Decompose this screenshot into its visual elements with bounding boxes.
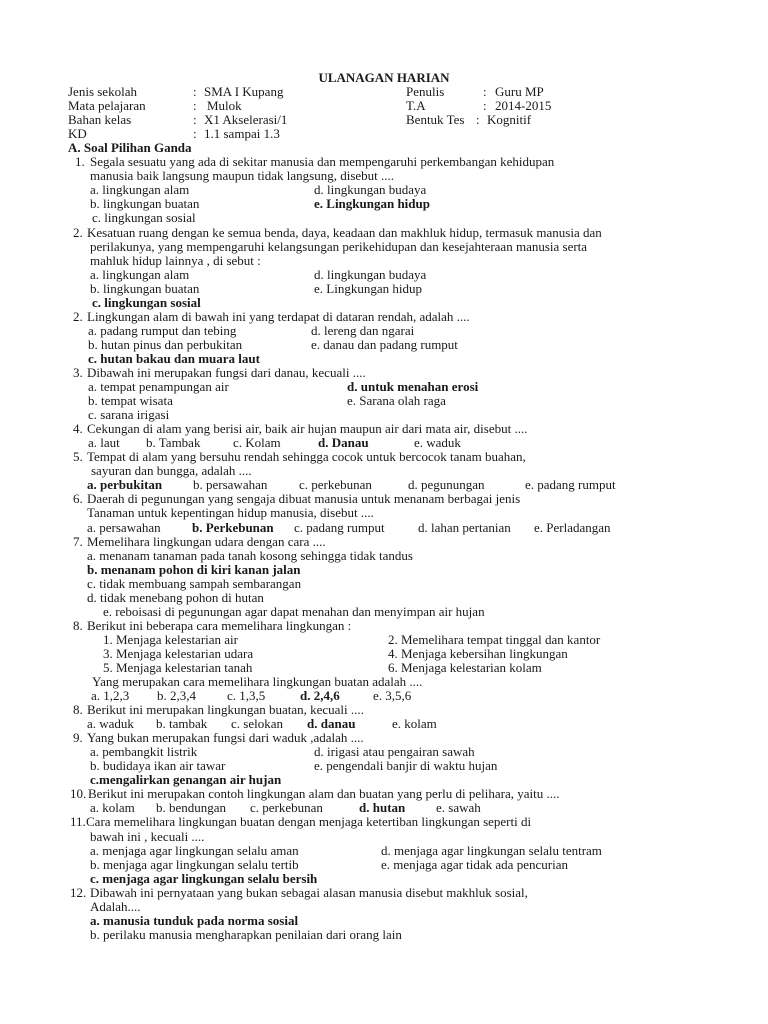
option-d-answer: d. untuk menahan erosi [347,379,479,395]
option-b-answer: b. menanam pohon di kiri kanan jalan [87,561,301,577]
option-b: b. persawahan [193,477,268,493]
question-number: 4. [73,421,83,437]
header-label: Mata pelajaran [68,98,146,114]
question-number: 10. [70,786,87,802]
question-stem: Dibawah ini merupakan fungsi dari danau, kecuali .... [87,364,366,380]
header-label: T.A [406,98,426,114]
option-b: b. bendungan [156,800,227,816]
separator: : [483,84,487,100]
question-stem: bawah ini , kecuali .... [90,828,205,844]
question-stem: Berikut ini merupakan contoh lingkungan alam dan buatan yang perlu di pelihara, yaitu .... [88,786,560,802]
option-c: c. tidak membuang sampah sembarangan [87,575,302,591]
option-b: b. tempat wisata [88,393,173,409]
page-title: ULANAGAN HARIAN [318,70,450,85]
option-c: c. padang rumput [294,519,385,535]
question-stem: perilakunya, yang mempengaruhi kelangsungan perikehidupan dan kesejahteraan manusia serta [90,238,588,254]
header-row [0,113,768,127]
option-b: b. budidaya ikan air tawar [90,758,226,774]
option-c-answer: c.mengalirkan genangan air hujan [90,772,282,788]
option-d-answer: d. Danau [318,435,369,451]
list-item: 4. Menjaga kebersihan lingkungan [388,645,568,661]
option-a: a. 1,2,3 [91,688,130,704]
option-d: d. tidak menebang pohon di hutan [87,589,264,605]
option-c: c. 1,3,5 [227,688,266,704]
question-number: 8. [73,617,83,633]
header-label: KD [68,126,87,142]
header-value: X1 Akselerasi/1 [204,112,288,128]
header-label: Bentuk Tes [406,112,465,128]
option-b: b. menjaga agar lingkungan selalu tertib [90,856,299,872]
option-e-answer: e. Lingkungan hidup [314,196,430,212]
option-e: e. reboisasi di pegunungan agar dapat menahan dan menyimpan air hujan [103,603,485,619]
question-stem: Memelihara lingkungan udara dengan cara .... [87,533,326,549]
option-c: c. selokan [231,716,283,732]
exam-document [0,71,768,942]
option-b-answer: b. Perkebunan [192,519,274,535]
option-a: a. persawahan [87,519,161,535]
option-b: b. perilaku manusia mengharapkan penilaian dari orang lain [90,926,402,942]
option-e: e. Sarana olah raga [347,393,446,409]
option-e: e. sawah [436,800,481,816]
question-number: 6. [73,491,83,507]
list-item: 6. Menjaga kelestarian kolam [388,659,542,675]
option-d: d. lingkungan budaya [314,266,427,282]
header-value: Guru MP [495,84,544,100]
option-d-answer: d. hutan [359,800,406,816]
option-a: a. padang rumput dan tebing [88,322,237,338]
option-d: d. irigasi atau pengairan sawah [314,744,475,760]
option-c: c. sarana irigasi [88,407,170,423]
list-item: 5. Menjaga kelestarian tanah [103,659,253,675]
option-d: d. menjaga agar lingkungan selalu tentram [381,842,602,858]
question-number: 3. [73,364,83,380]
option-c: c. Kolam [233,435,281,451]
question-number: 11. [70,814,86,830]
header-value: 2014-2015 [495,98,552,114]
section-heading: A. Soal Pilihan Ganda [68,140,192,156]
question-number: 1. [75,154,85,170]
option-d: d. lingkungan budaya [314,182,427,198]
question-number: 8. [73,702,83,718]
option-e: e. 3,5,6 [373,688,412,704]
option-e: e. danau dan padang rumput [311,336,458,352]
header-value: Mulok [207,98,242,114]
option-a: a. laut [88,435,120,451]
header-value: 1.1 sampai 1.3 [204,126,280,142]
option-d-answer: d. danau [307,716,356,732]
option-b: b. tambak [156,716,208,732]
list-item: 2. Memelihara tempat tinggal dan kantor [388,631,601,647]
question-stem: mahluk hidup lainnya , di sebut : [90,252,261,268]
question-stem: Daerah di pegunungan yang sengaja dibuat manusia untuk menanam berbagai jenis [87,491,521,507]
header-value: Kognitif [487,112,532,128]
question-stem: manusia baik langsung maupun tidak langsung, disebut .... [90,168,395,184]
separator: : [483,98,487,114]
option-e: e. Lingkungan hidup [314,280,422,296]
question-stem: Berikut ini merupakan lingkungan buatan, kecuali .... [87,702,364,718]
option-a: a. menanam tanaman pada tanah kosong sehingga tidak tandus [87,547,413,563]
option-a-answer: a. perbukitan [87,477,163,493]
question-sub-stem: Yang merupakan cara memelihara lingkungan buatan adalah .... [92,674,423,690]
option-e: e. Perladangan [534,519,611,535]
option-e: e. menjaga agar tidak ada pencurian [381,856,568,872]
separator: : [193,84,197,100]
separator: : [476,112,480,128]
question-stem: Cara memelihara lingkungan buatan dengan menjaga ketertiban lingkungan seperti di [86,814,532,830]
header-row [0,127,768,141]
question-number: 2. [73,308,83,324]
question-stem: Segala sesuatu yang ada di sekitar manusia dan mempengaruhi perkembangan kehidupan [90,154,555,170]
option-a-answer: a. manusia tunduk pada norma sosial [90,912,299,928]
option-c: c. lingkungan sosial [92,210,196,226]
question-stem: Tanaman untuk kepentingan hidup manusia, disebut .... [87,505,374,521]
option-d: d. lereng dan ngarai [311,322,415,338]
option-b: b. lingkungan buatan [90,196,200,212]
option-c-answer: c. lingkungan sosial [92,294,201,310]
separator: : [193,126,197,142]
option-a: a. lingkungan alam [90,266,190,282]
option-e: e. kolam [392,716,437,732]
option-a: a. waduk [87,716,134,732]
header-label: Penulis [406,84,445,100]
option-b: b. hutan pinus dan perbukitan [88,336,243,352]
option-d: d. lahan pertanian [418,519,511,535]
separator: : [193,98,197,114]
header-row [0,85,768,99]
question-stem: Dibawah ini pernyataan yang bukan sebagai alasan manusia disebut makhluk sosial, [90,884,528,900]
option-d-answer: d. 2,4,6 [300,688,340,704]
list-item: 1. Menjaga kelestarian air [103,631,238,647]
question-number: 2. [73,224,83,240]
option-c-answer: c. menjaga agar lingkungan selalu bersih [90,870,318,886]
separator: : [193,112,197,128]
option-a: a. tempat penampungan air [88,379,229,395]
list-item: 3. Menjaga kelestarian udara [103,645,254,661]
question-stem: Adalah.... [90,898,141,914]
header-label: Jenis sekolah [68,84,137,100]
option-b: b. 2,3,4 [157,688,196,704]
option-e: e. waduk [414,435,461,451]
option-a: a. kolam [90,800,135,816]
question-stem: sayuran dan bungga, adalah .... [91,463,252,479]
option-c: c. perkebunan [250,800,323,816]
option-a: a. menjaga agar lingkungan selalu aman [90,842,299,858]
option-b: b. lingkungan buatan [90,280,200,296]
question-number: 9. [73,730,83,746]
option-d: d. pegunungan [408,477,485,493]
option-a: a. lingkungan alam [90,182,190,198]
question-stem: Berikut ini beberapa cara memelihara lingkungan : [87,617,352,633]
option-c-answer: c. hutan bakau dan muara laut [88,350,260,366]
option-b: b. Tambak [146,435,201,451]
question-stem: Kesatuan ruang dengan ke semua benda, daya, keadaan dan makhluk hidup, termasuk manusia dan [87,224,602,240]
option-c: c. perkebunan [299,477,372,493]
question-stem: Yang bukan merupakan fungsi dari waduk ,adalah .... [87,730,364,746]
question-number: 5. [73,449,83,465]
question-stem: Lingkungan alam di bawah ini yang terdapat di dataran rendah, adalah .... [87,308,470,324]
question-number: 7. [73,533,83,549]
header-value: SMA I Kupang [204,84,284,100]
header-label: Bahan kelas [68,112,132,128]
question-stem: Cekungan di alam yang berisi air, baik air hujan maupun air dari mata air, disebut .... [87,421,528,437]
question-number: 12. [70,884,87,900]
option-a: a. pembangkit listrik [90,744,198,760]
header-row [0,99,768,113]
option-e: e. pengendali banjir di waktu hujan [314,758,498,774]
question-stem: Tempat di alam yang bersuhu rendah sehingga cocok untuk bercocok tanam buahan, [87,449,526,465]
option-e: e. padang rumput [525,477,616,493]
